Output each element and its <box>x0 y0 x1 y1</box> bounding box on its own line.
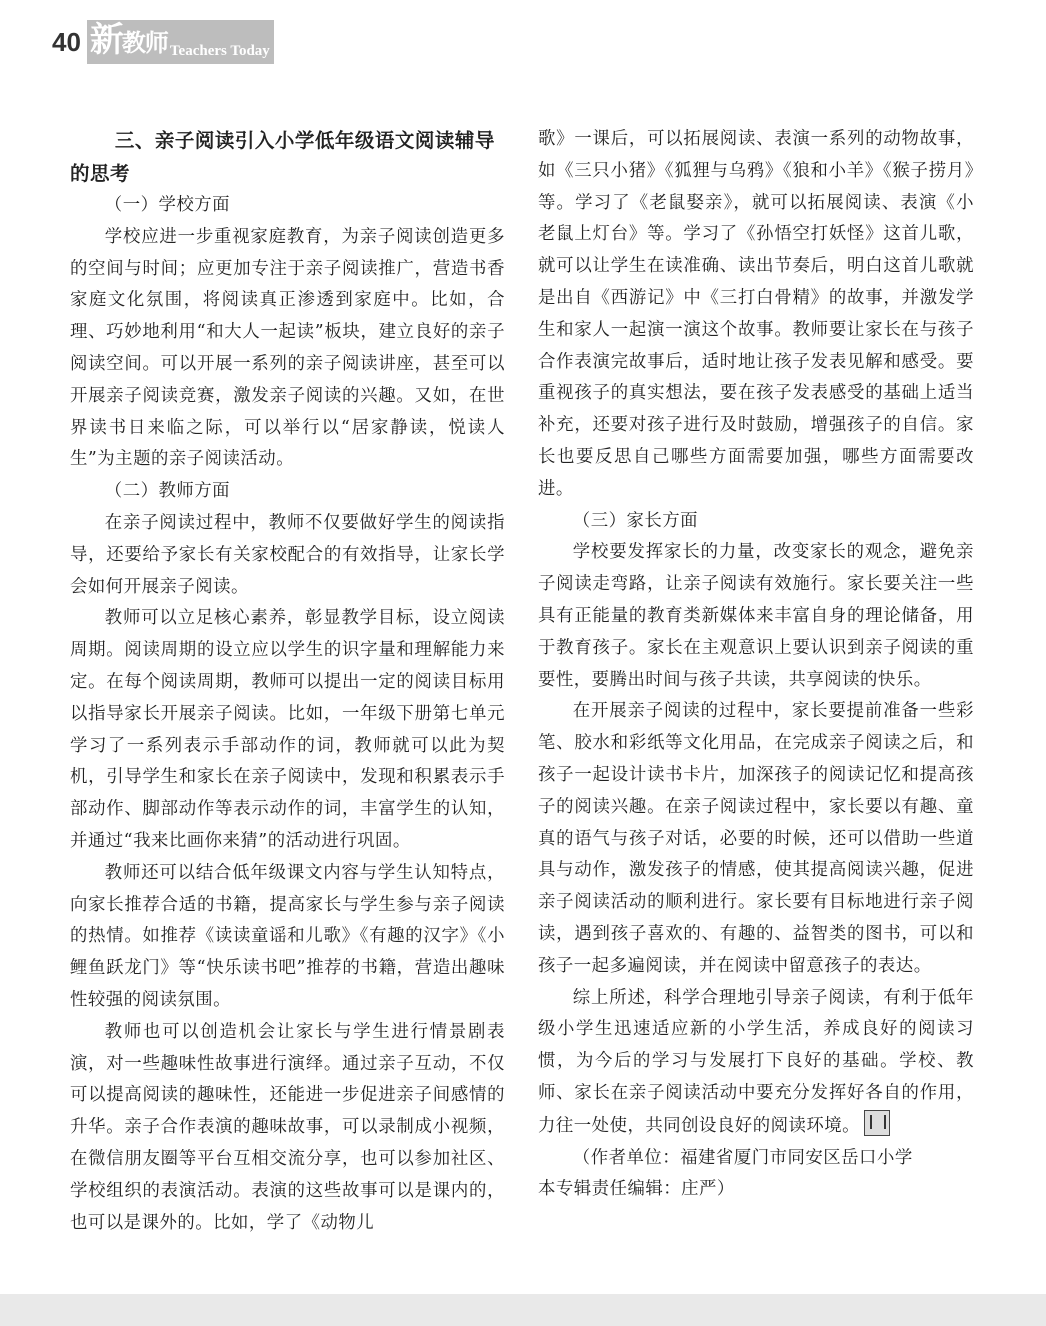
paragraph: 教师还可以结合低年级课文内容与学生认知特点，向家长推荐合适的书籍，提高家长与学生参与亲子阅读的热情。如推荐《读读童谣和儿歌》《有趣的汉字》《小鲤鱼跃龙门》等“快乐读书吧”推荐的书籍，营造出趣味性较强的阅读氛围。 <box>70 862 505 1010</box>
author-affiliation: （作者单位：福建省厦门市同安区岳口小学 <box>572 1147 913 1168</box>
subheading-parent: （三）家长方面 <box>572 510 699 531</box>
subheading-teacher: （二）教师方面 <box>104 481 231 502</box>
paragraph: 学校要发挥家长的力量，改变家长的观念，避免亲子阅读走弯路，让亲子阅读有效施行。家长要关注一些具有正能量的教育类新媒体来丰富自身的理论储备，用于教育孩子。家长在主观意识上要认识到亲子阅读的重要性，要腾出时间与孩子共读，共享阅读的快乐。 <box>538 542 974 690</box>
left-column <box>70 124 505 1239</box>
editor-credit: 本专辑责任编辑：庄严） <box>538 1179 735 1200</box>
paragraph: 歌》一课后，可以拓展阅读、表演一系列的动物故事，如《三只小猪》《狐狸与乌鸦》《狼和小羊》《猴子捞月》等。学习了《老鼠娶亲》，就可以拓展阅读、表演《小老鼠上灯台》等。学习了《孙悟空打妖怪》这首儿歌，就可以让学生在读准确、读出节奏后，明白这首儿歌就是出自《西游记》中《三打白骨精》的故事，并激发学生和家人一起演一演这个故事。教师要让家长在与孩子合作表演完故事后，适时地让孩子发表见解和感受。要重视孩子的真实想法，要在孩子发表感受的基础上适当补充，还要对孩子进行及时鼓励，增强孩子的自信。家长也要反思自己哪些方面需要加强，哪些方面需要改进。 <box>538 129 974 499</box>
magazine-name-en: Teachers Today <box>169 43 270 59</box>
conclusion-paragraph <box>538 983 974 1143</box>
paragraph: 在亲子阅读过程中，教师不仅要做好学生的阅读指导，还要给予家长有关家校配合的有效指导，让家长学会如何开展亲子阅读。 <box>70 512 505 597</box>
paragraph: 教师也可以创造机会让家长与学生进行情景剧表演，对一些趣味性故事进行演绎。通过亲子互动，不仅可以提高阅读的趣味性，还能进一步促进亲子间感情的升华。亲子合作表演的趣味故事，可以录制成小视频，在微信朋友圈等平台互相交流分享，也可以参加社区、学校组织的表演活动。表演的这些故事可以是课内的，也可以是课外的。比如，学了《动物儿 <box>70 1021 505 1233</box>
page-bottom-bar <box>0 1294 1046 1326</box>
paragraph: 在开展亲子阅读的过程中，家长要提前准备一些彩笔、胶水和彩纸等文化用品，在完成亲子阅读之后，和孩子一起设计读书卡片，加深孩子的阅读记忆和提高孩子的阅读兴趣。在亲子阅读过程中，家长要以有趣、童真的语气与孩子对话，必要的时候，还可以借助一些道具与动作，激发孩子的情感，使其提高阅读兴趣，促进亲子阅读活动的顺利进行。家长要有目标地进行亲子阅读，遇到孩子喜欢的、有趣的、益智类的图书，可以和孩子一起多遍阅读，并在阅读中留意孩子的表达。 <box>538 701 974 976</box>
subheading-school: （一）学校方面 <box>104 195 231 215</box>
conclusion-text: 综上所述，科学合理地引导亲子阅读，有利于低年级小学生迅速适应新的小学生活，养成良好的阅读习惯，为今后的学习与发展打下良好的基础。学校、教师、家长在亲子阅读活动中要充分发挥好各自的作用，力往一处使，共同创设良好的阅读环境。 <box>538 987 974 1136</box>
paragraph: 学校应进一步重视家庭教育，为亲子阅读创造更多的空间与时间；应更加专注于亲子阅读推广，营造书香家庭文化氛围，将阅读真正渗透到家庭中。比如，合理、巧妙地利用“和大人一起读”板块，建立良好的亲子阅读空间。可以开展一系列的亲子阅读讲座，甚至可以开展亲子阅读竞赛，激发亲子阅读的兴趣。又如，在世界读书日来临之际，可以举行以“居家静读，悦读人生”为主题的亲子阅读活动。 <box>70 226 505 470</box>
page-header <box>52 18 274 64</box>
page-number: 40 <box>52 27 81 57</box>
end-mark-icon <box>864 1110 890 1136</box>
magazine-logo <box>87 20 274 64</box>
section-title: 三、亲子阅读引入小学低年级语文阅读辅导的思考 <box>70 129 495 185</box>
magazine-name-cn: 新教师 <box>89 20 168 60</box>
paragraph: 教师可以立足核心素养，彰显教学目标，设立阅读周期。阅读周期的设立应以学生的识字量和理解能力来定。在每个阅读周期，教师可以提出一定的阅读目标用以指导家长开展亲子阅读。比如，一年级下册第七单元学习了一系列表示手部动作的词，教师就可以此为契机，引导学生和家长在亲子阅读中，发现和积累表示手部动作、脚部动作等表示动作的词，丰富学生的认知，并通过“我来比画你来猜”的活动进行巩固。 <box>70 608 505 851</box>
right-column <box>538 124 974 1206</box>
